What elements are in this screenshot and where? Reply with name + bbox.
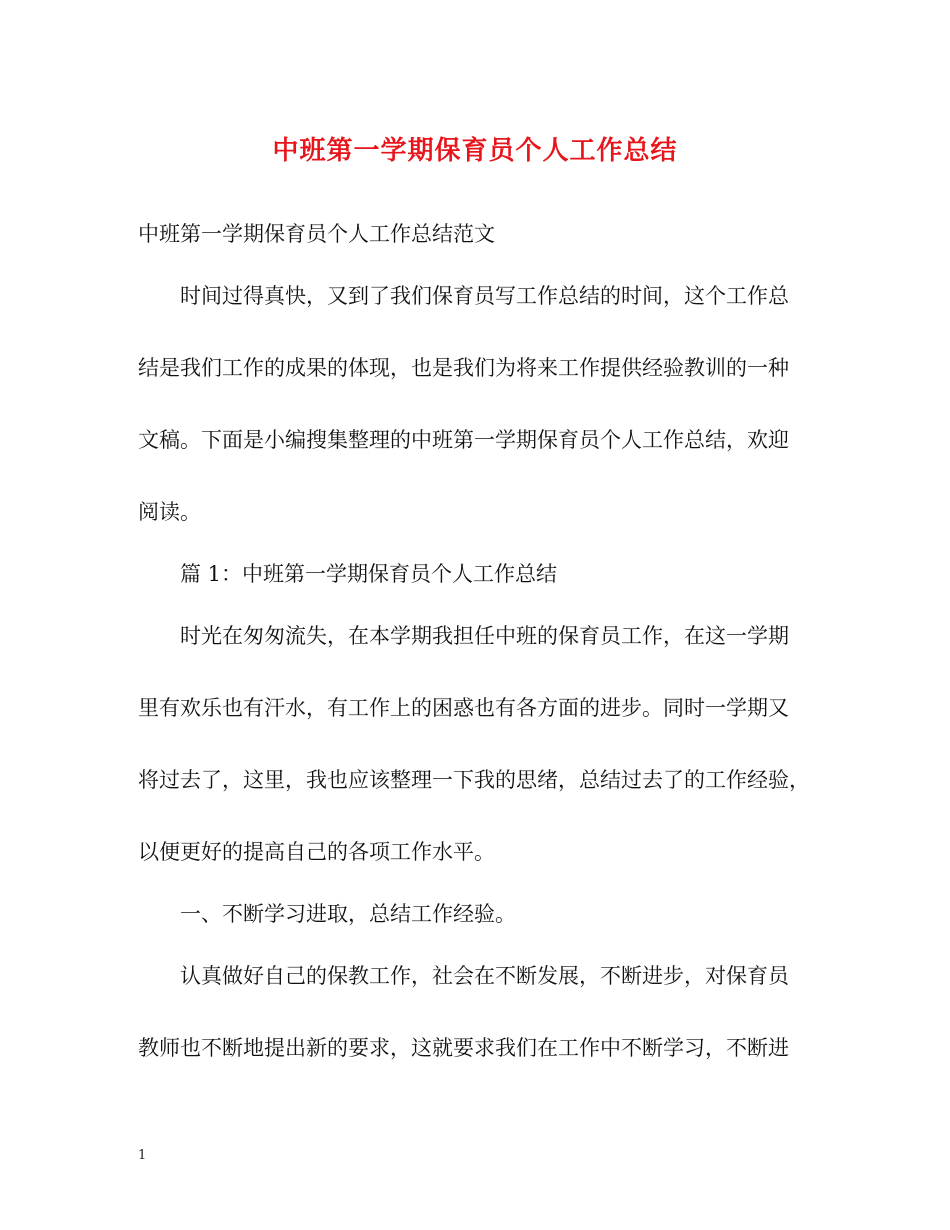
- text-line: 时光在匆匆流失，在本学期我担任中班的保育员工作，在这一学期: [180, 624, 789, 648]
- text-line: 阅读。: [138, 500, 201, 524]
- text-line: 文稿。下面是小编搜集整理的中班第一学期保育员个人工作总结，欢迎: [138, 428, 789, 452]
- page-number: 1: [138, 1148, 147, 1163]
- text-line: 认真做好自己的保教工作，社会在不断发展，不断进步，对保育员: [180, 964, 789, 988]
- section-heading: 一、不断学习进取，总结工作经验。: [180, 902, 516, 926]
- text-line: 时间过得真快，又到了我们保育员写工作总结的时间，这个工作总: [180, 284, 789, 308]
- document-title: 中班第一学期保育员个人工作总结: [272, 136, 678, 166]
- section-heading: 篇 1：中班第一学期保育员个人工作总结: [180, 562, 558, 586]
- text-line: 以便更好的提高自己的各项工作水平。: [138, 840, 495, 864]
- text-line: 将过去了，这里，我也应该整理一下我的思绪，总结过去了的工作经验，: [138, 768, 810, 792]
- text-line: 结是我们工作的成果的体现，也是我们为将来工作提供经验教训的一种: [138, 356, 789, 380]
- text-line: 中班第一学期保育员个人工作总结范文: [138, 222, 495, 246]
- text-line: 里有欢乐也有汗水，有工作上的困惑也有各方面的进步。同时一学期又: [138, 696, 789, 720]
- text-line: 教师也不断地提出新的要求，这就要求我们在工作中不断学习，不断进: [138, 1036, 789, 1060]
